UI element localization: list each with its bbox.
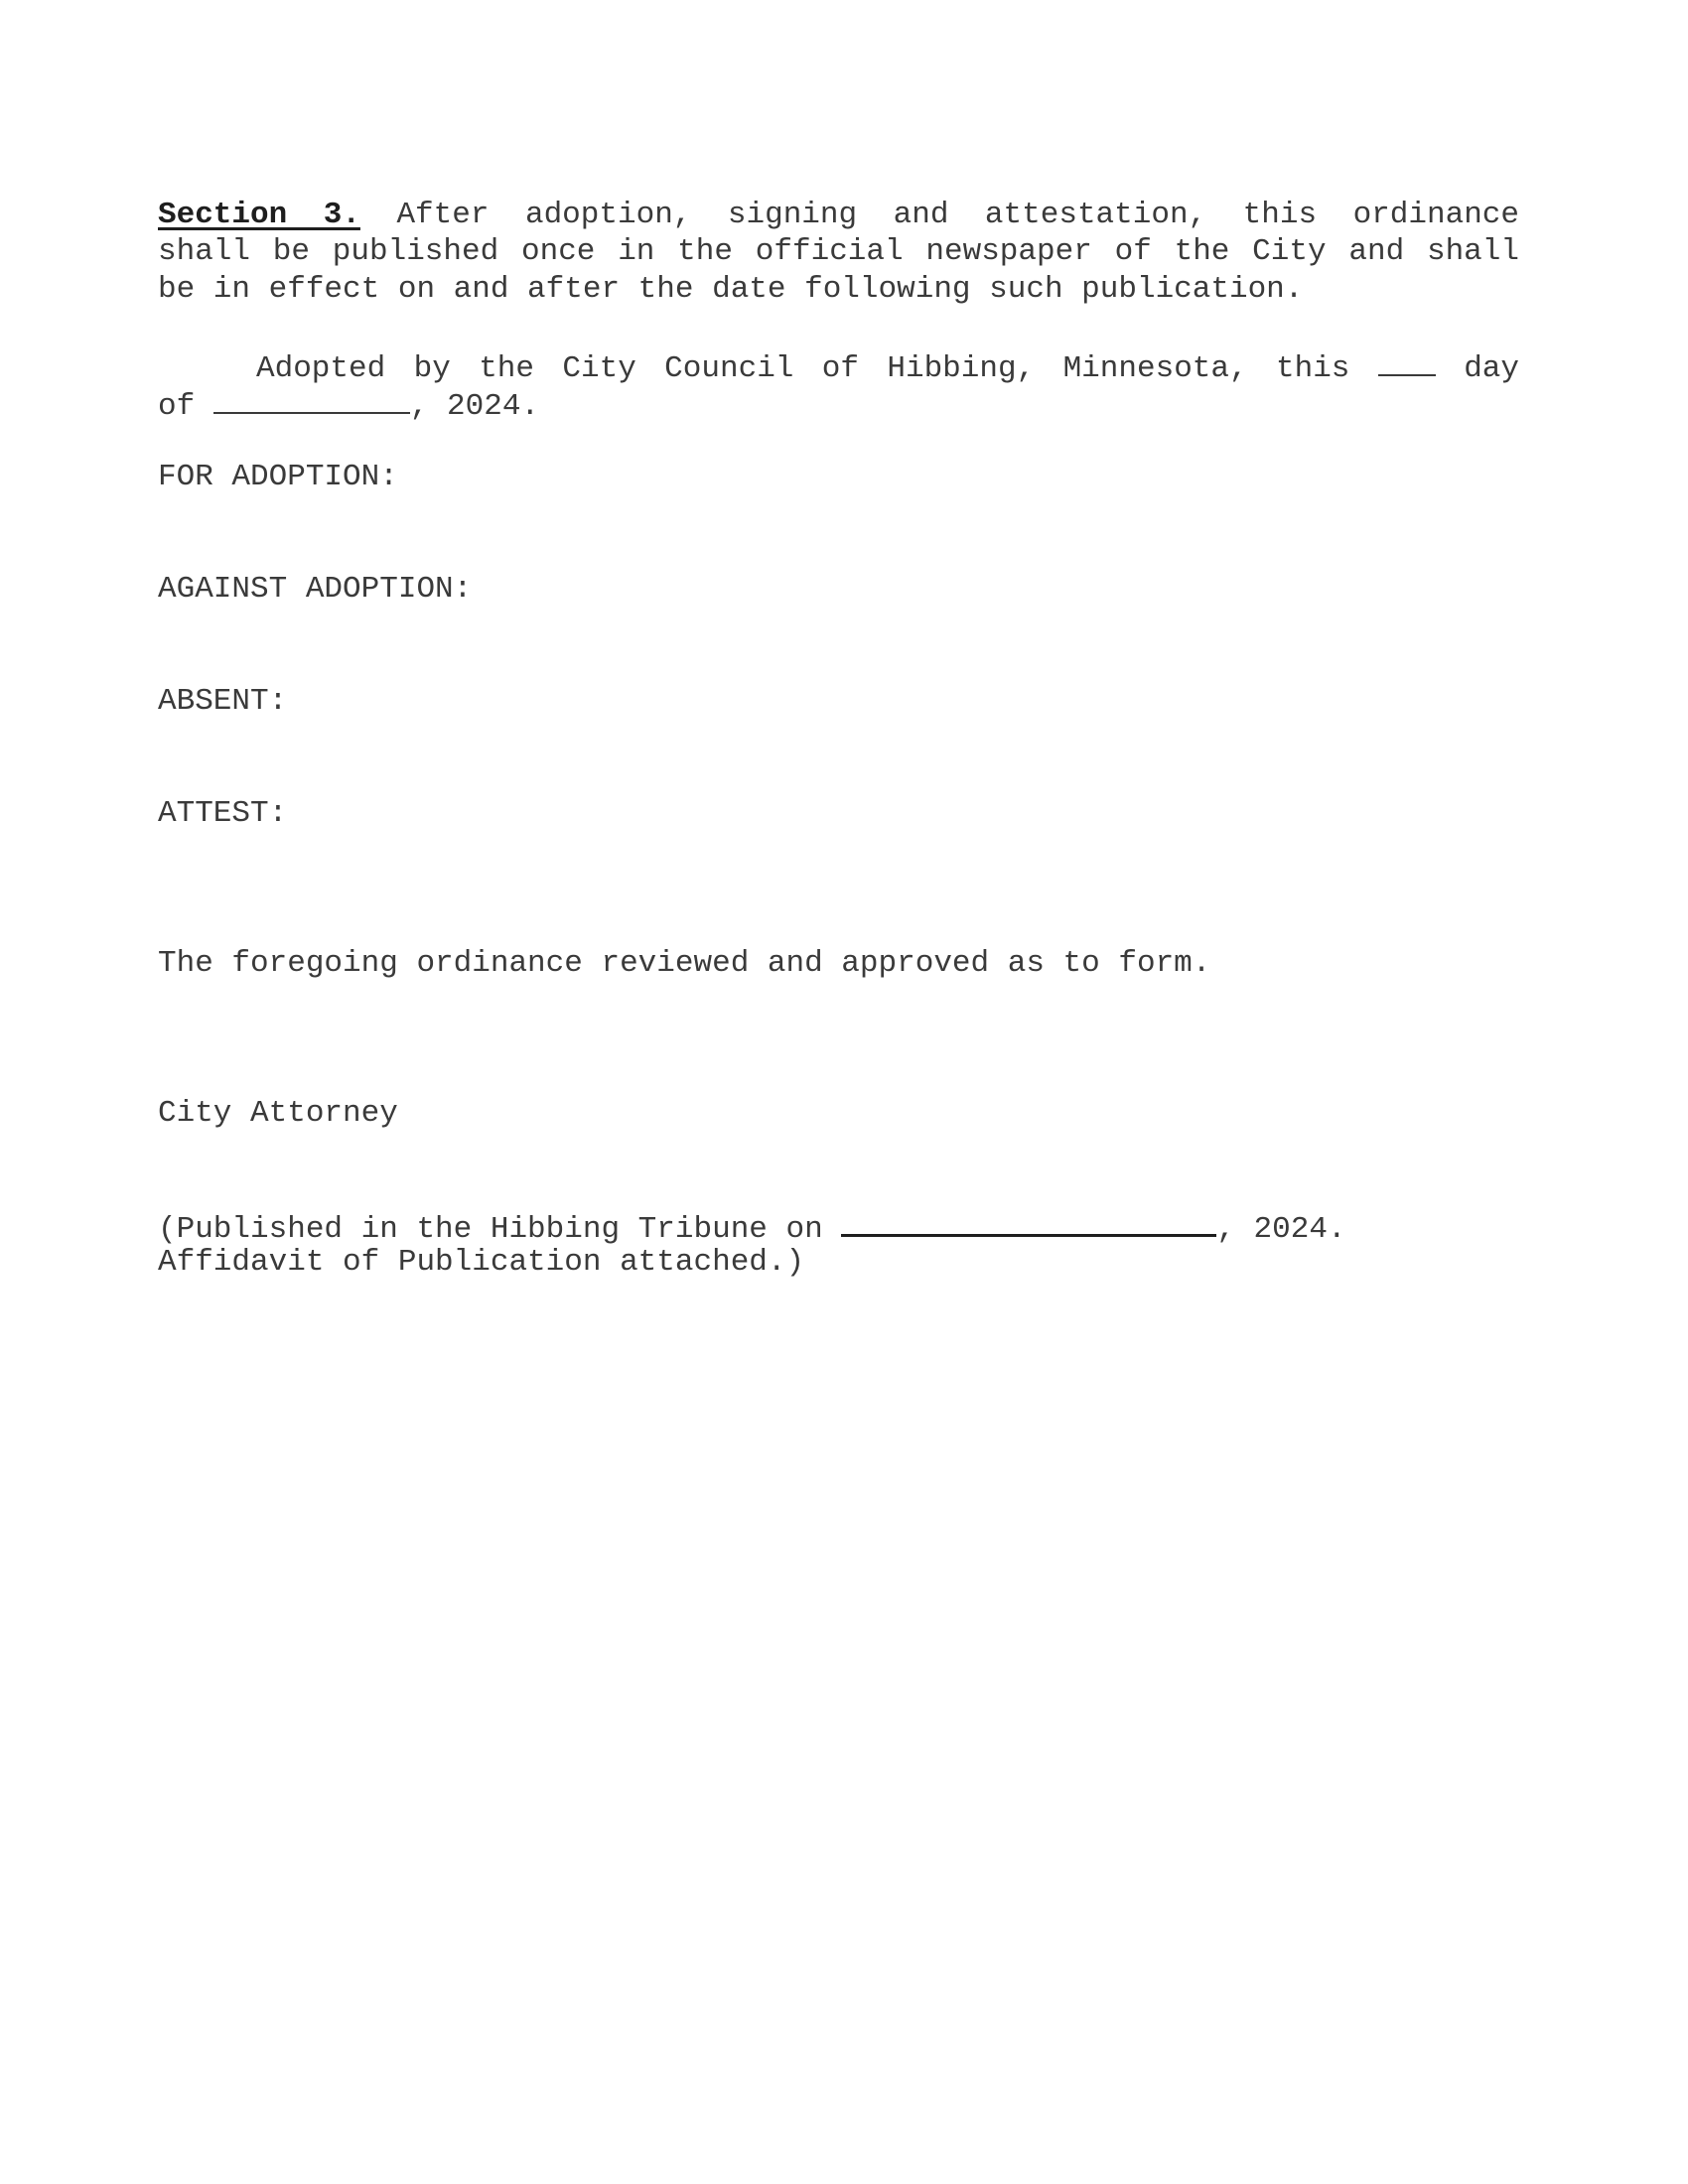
adoption-line-1 — [158, 346, 1519, 387]
section-3-line-1 — [158, 197, 1519, 233]
publication-line-2: Affidavit of Publication attached.) — [158, 1245, 805, 1280]
adoption-year: , 2024. — [409, 389, 540, 424]
for-adoption-label: FOR ADOPTION: — [158, 460, 398, 494]
adoption-day-word: day — [1464, 351, 1519, 386]
publication-year: , 2024. — [1216, 1212, 1346, 1247]
section-3-line-3: be in effect on and after the date following such publication. — [158, 272, 1304, 307]
publication-date-blank — [841, 1206, 1216, 1237]
against-adoption-label: AGAINST ADOPTION: — [158, 572, 473, 607]
approval-statement: The foregoing ordinance reviewed and approved as to form. — [158, 946, 1211, 981]
section-3-line-2: shall be published once in the official newspaper of the City and shall — [158, 234, 1519, 269]
adoption-line-2 — [158, 384, 539, 425]
adoption-of-word: of — [158, 389, 196, 424]
section-3-heading: Section 3. — [158, 198, 360, 232]
month-blank — [213, 384, 410, 414]
attest-label: ATTEST: — [158, 796, 288, 831]
section-3-text-1: After adoption, signing and attestation, this ordinance — [396, 198, 1520, 232]
city-attorney-label: City Attorney — [158, 1096, 398, 1131]
adoption-text: Adopted by the City Council of Hibbing, Minnesota, this — [256, 351, 1350, 386]
day-blank — [1378, 346, 1436, 376]
publication-line-1 — [158, 1206, 1346, 1248]
publication-text: (Published in the Hibbing Tribune on — [158, 1212, 823, 1247]
absent-label: ABSENT: — [158, 684, 288, 719]
